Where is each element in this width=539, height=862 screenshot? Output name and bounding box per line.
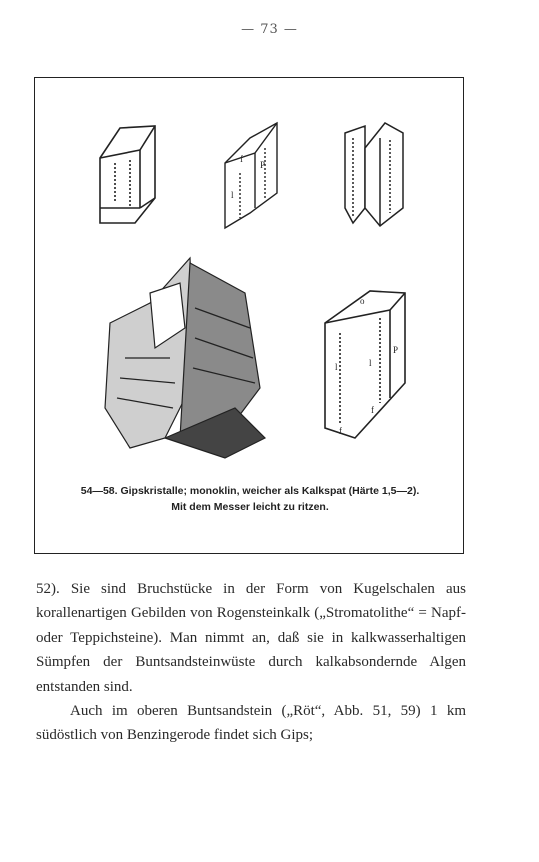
crystal-label-o: o <box>360 296 365 306</box>
figure-caption-line-2: Mit dem Messer leicht zu ritzen. <box>171 501 329 513</box>
paragraph-2: Auch im oberen Buntsandstein („Röt“, Abb. 51, 59) 1 km südöstlich von Benzingerode findet sich Gips; <box>36 703 466 744</box>
crystal-drawing-4 <box>105 258 265 458</box>
crystal-label-p-2: P <box>393 345 399 355</box>
paragraph-1: 52). Sie sind Bruchstücke in der Form von Kugelschalen aus korallenartigen Gebilden von Rogensteinkalk („Stromatolithe“ = Napf- oder Teppichsteine). Man nimmt an, daß sie in kalkwasserhaltigen Sümpfen der Buntsandsteinwüste durch kalkabsondernde Algen entstanden sind. <box>36 581 466 695</box>
crystal-label-l-2: l <box>369 358 372 368</box>
crystal-drawing-3 <box>345 123 403 226</box>
crystal-label-l-1: l <box>231 190 234 200</box>
figure-caption <box>45 483 455 515</box>
crystal-label-p-1: P <box>260 160 266 170</box>
figure-caption-line-1: 54—58. Gipskristalle; monoklin, weicher als Kalkspat (Härte 1,5—2). <box>80 485 420 497</box>
body-text <box>36 577 466 748</box>
crystal-drawing-2 <box>225 123 277 228</box>
gypsum-crystal-illustrations <box>35 78 465 478</box>
page-number: — 73 — <box>241 22 298 37</box>
crystal-label-f-3: f <box>339 426 342 436</box>
crystal-label-f-1: f <box>240 154 243 164</box>
figure-frame <box>34 77 464 554</box>
crystal-label-f-2: f <box>371 405 374 415</box>
crystal-drawing-1 <box>100 126 155 223</box>
crystal-label-l-3: l <box>335 362 338 372</box>
